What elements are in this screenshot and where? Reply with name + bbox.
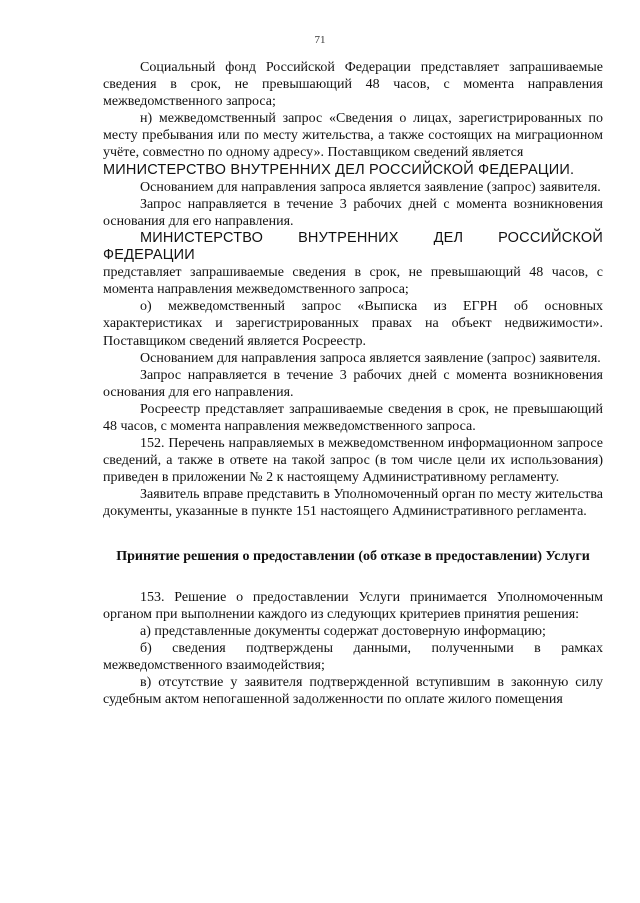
paragraph: Основанием для направления запроса является заявление (запрос) заявителя. — [140, 179, 601, 195]
paragraph: Запрос направляется в течение 3 рабочих дней с момента возникновения основания для его направления. — [103, 196, 603, 229]
paragraph: а) представленные документы содержат достоверную информацию; — [140, 623, 546, 639]
paragraph: 153. Решение о предоставлении Услуги принимается Уполномоченным органом при выполнении каждого из следующих критериев принятия решения: — [103, 589, 603, 622]
paragraph: представляет запрашиваемые сведения в срок, не превышающий 48 часов, с момента направления межведомственного запроса; — [103, 265, 603, 298]
paragraph: Запрос направляется в течение 3 рабочих дней с момента возникновения основания для его направления. — [103, 367, 603, 400]
paragraph: Основанием для направления запроса является заявление (запрос) заявителя. — [140, 350, 601, 366]
paragraph: Заявитель вправе представить в Уполномоченный орган по месту жительства документы, указанные в пункте 151 настоящего Административного регламента. — [103, 487, 603, 520]
paragraph: Социальный фонд Российской Федерации представляет запрашиваемые сведения в срок, не превышающий 48 часов, с момента направления межведомственного запроса; — [103, 60, 603, 110]
paragraph: н) межведомственный запрос «Сведения о лицах, зарегистрированных по месту пребывания или по месту жительства, а также состоящих на миграционном учёте, совместно по одному адресу». Поставщиком сведений является — [103, 111, 603, 161]
paragraph: б) сведения подтверждены данными, полученными в рамках межведомственного взаимодействия; — [103, 640, 603, 673]
paragraph: в) отсутствие у заявителя подтвержденной вступившим в законную силу судебным актом непогашенной задолженности по оплате жилого помещения — [103, 675, 603, 708]
paragraph-ministry: МИНИСТЕРСТВО ВНУТРЕННИХ ДЕЛ РОССИЙСКОЙ ФЕДЕРАЦИИ — [103, 229, 603, 264]
paragraph: 152. Перечень направляемых в межведомственном информационном запросе сведений, а также в ответе на такой запрос (в том числе цели их использования) приведен в приложении № 2 к настоящему Административному регламенту. — [103, 436, 603, 486]
section-heading: Принятие решения о предоставлении (об отказе в предоставлении) Услуги — [116, 548, 590, 564]
document-body — [103, 59, 603, 708]
paragraph: о) межведомственный запрос «Выписка из ЕГРН об основных характеристиках и зарегистрированных правах на объект недвижимости». Поставщиком сведений является Росреестр. — [103, 299, 603, 349]
page-number: 71 — [314, 34, 326, 46]
paragraph-ministry: МИНИСТЕРСТВО ВНУТРЕННИХ ДЕЛ РОССИЙСКОЙ ФЕДЕРАЦИИ. — [103, 161, 575, 178]
paragraph: Росреестр представляет запрашиваемые сведения в срок, не превышающий 48 часов, с момента направления межведомственного запроса. — [103, 401, 603, 434]
